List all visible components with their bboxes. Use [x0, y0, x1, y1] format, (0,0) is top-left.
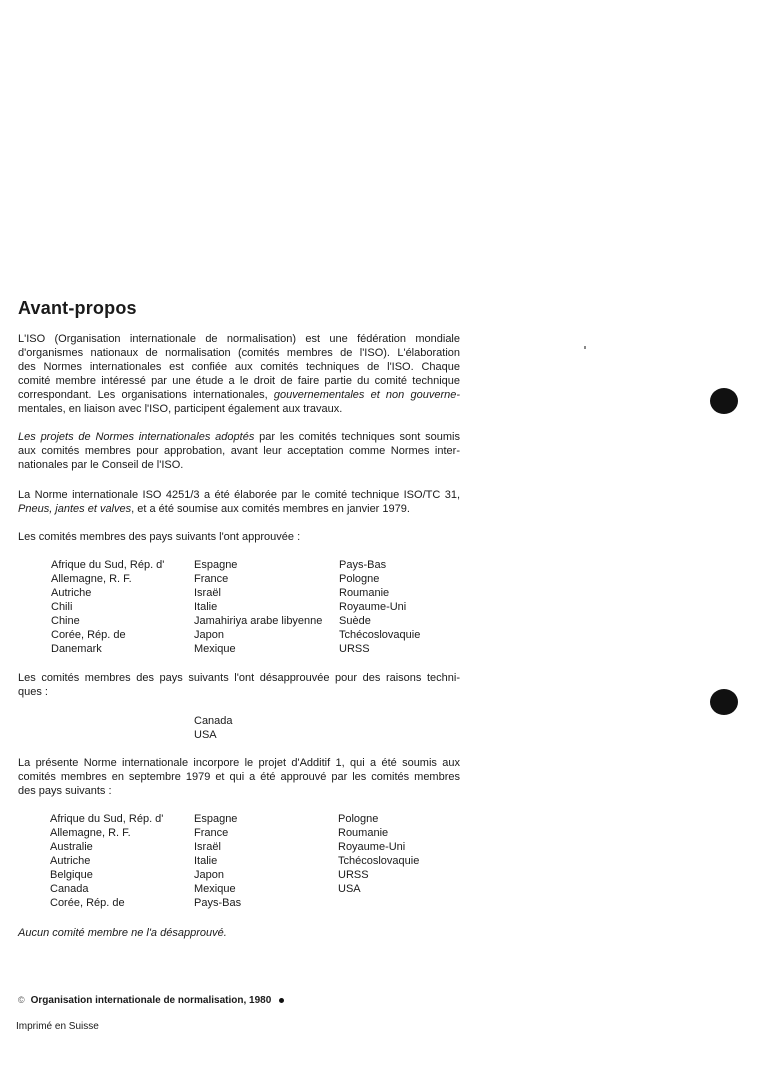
text-line: L'ISO (Organisation internationale de normalisation) est une fédération mondiale [18, 333, 460, 345]
country: Autriche [51, 587, 92, 599]
country: Italie [194, 855, 218, 867]
country-column [338, 812, 419, 896]
country-column [194, 558, 322, 656]
text-line: des pays suivants : [18, 785, 112, 797]
copyright-line [18, 995, 284, 1006]
country: Belgique [50, 869, 93, 881]
italic-segment: Pneus, jantes et valves [18, 503, 132, 515]
country: Allemagne, R. F. [50, 827, 131, 839]
text-line: mentales, en liaison avec l'ISO, participent également aux travaux. [18, 403, 343, 415]
italic-segment: gouvernementales et non gouverne- [273, 389, 461, 401]
country: Australie [50, 841, 93, 853]
text-line: ques : [18, 686, 48, 698]
country: URSS [338, 869, 369, 881]
country: Japon [194, 869, 224, 881]
country-column [194, 812, 241, 910]
country: Roumanie [338, 827, 389, 839]
text-line: comité membre intéressé par une étude a le droit de faire partie du comité technique [18, 375, 460, 387]
country: Pays-Bas [339, 559, 387, 571]
text-line: La Norme internationale ISO 4251/3 a été élaborée par le comité technique ISO/TC 31, [18, 489, 460, 501]
bullet-icon [279, 998, 284, 1003]
disapproved-intro [18, 671, 460, 699]
punch-hole-icon [710, 388, 738, 414]
country: Autriche [50, 855, 91, 867]
standard-paragraph [18, 488, 460, 516]
text-line [18, 430, 460, 444]
text-line: Les comités membres des pays suivants l'ont désapprouvée pour des raisons techni- [18, 672, 460, 684]
country: Royaume-Uni [338, 841, 406, 853]
country: USA [338, 883, 361, 895]
text-line: nationales par le Conseil de l'ISO. [18, 459, 184, 471]
printed-in: Imprimé en Suisse [16, 1021, 99, 1032]
country: Tchécoslovaquie [339, 629, 421, 641]
text-line [18, 502, 460, 516]
country: Pologne [338, 813, 379, 825]
country: Corée, Rép. de [50, 897, 125, 909]
approved-countries [0, 558, 764, 658]
text-line: aux comités membres pour approbation, avant leur acceptation comme Normes inter- [18, 445, 460, 457]
addendum-countries [0, 812, 764, 912]
country: Pays-Bas [194, 897, 242, 909]
country: France [194, 827, 229, 839]
country: Corée, Rép. de [51, 629, 126, 641]
country: Afrique du Sud, Rép. d' [51, 559, 165, 571]
country-column [51, 558, 164, 656]
page-title: Avant-propos [18, 298, 137, 318]
italic-segment: Les projets de Normes internationales adoptés [18, 431, 255, 443]
country: URSS [339, 643, 370, 655]
country: Espagne [194, 559, 238, 571]
country: Mexique [194, 643, 236, 655]
country: France [194, 573, 229, 585]
country: Israël [194, 841, 221, 853]
country: Afrique du Sud, Rép. d' [50, 813, 164, 825]
text-line: d'organismes nationaux de normalisation (comités membres de l'ISO). L'élaboration [18, 347, 460, 359]
organisation-name: Organisation internationale de normalisation, 1980 [30, 995, 272, 1006]
country: Japon [194, 629, 224, 641]
country: Tchécoslovaquie [338, 855, 420, 867]
disapproved-countries [194, 714, 233, 742]
draft-paragraph [18, 430, 460, 472]
text-segment: correspondant. Les organisations internationales, [18, 389, 274, 401]
country: Israël [194, 587, 221, 599]
approved-intro: Les comités membres des pays suivants l'ont approuvée : [18, 531, 301, 543]
country-column [339, 558, 420, 656]
text-segment: , et a été soumise aux comités membres en janvier 1979. [131, 503, 410, 515]
text-line: des Normes internationales est confiée aux comités techniques de l'ISO. Chaque [18, 361, 460, 373]
text-line: comités membres en septembre 1979 et qui a été approuvé par les comités membres [18, 771, 460, 783]
scan-speck [584, 346, 586, 349]
country: Danemark [51, 643, 102, 655]
country: Chili [51, 601, 73, 613]
copyright-icon: © [18, 995, 25, 1005]
country: Jamahiriya arabe libyenne [194, 615, 323, 627]
country: Royaume-Uni [339, 601, 407, 613]
country: Canada [194, 715, 233, 727]
country: Canada [50, 883, 89, 895]
country: Suède [339, 615, 371, 627]
country: Mexique [194, 883, 236, 895]
country: Allemagne, R. F. [51, 573, 132, 585]
country: Chine [51, 615, 80, 627]
country: Pologne [339, 573, 380, 585]
country-column [50, 812, 163, 910]
punch-hole-icon [710, 689, 738, 715]
closing-statement: Aucun comité membre ne l'a désapprouvé. [18, 927, 227, 939]
addendum-intro [18, 756, 460, 798]
text-line: La présente Norme internationale incorpore le projet d'Additif 1, qui a été soumis aux [18, 757, 460, 769]
text-segment: par les comités techniques sont soumis [254, 431, 460, 443]
country: Italie [194, 601, 218, 613]
intro-paragraph [18, 332, 460, 416]
country: Espagne [194, 813, 238, 825]
country: USA [194, 729, 217, 741]
text-line [18, 388, 460, 402]
country: Roumanie [339, 587, 390, 599]
